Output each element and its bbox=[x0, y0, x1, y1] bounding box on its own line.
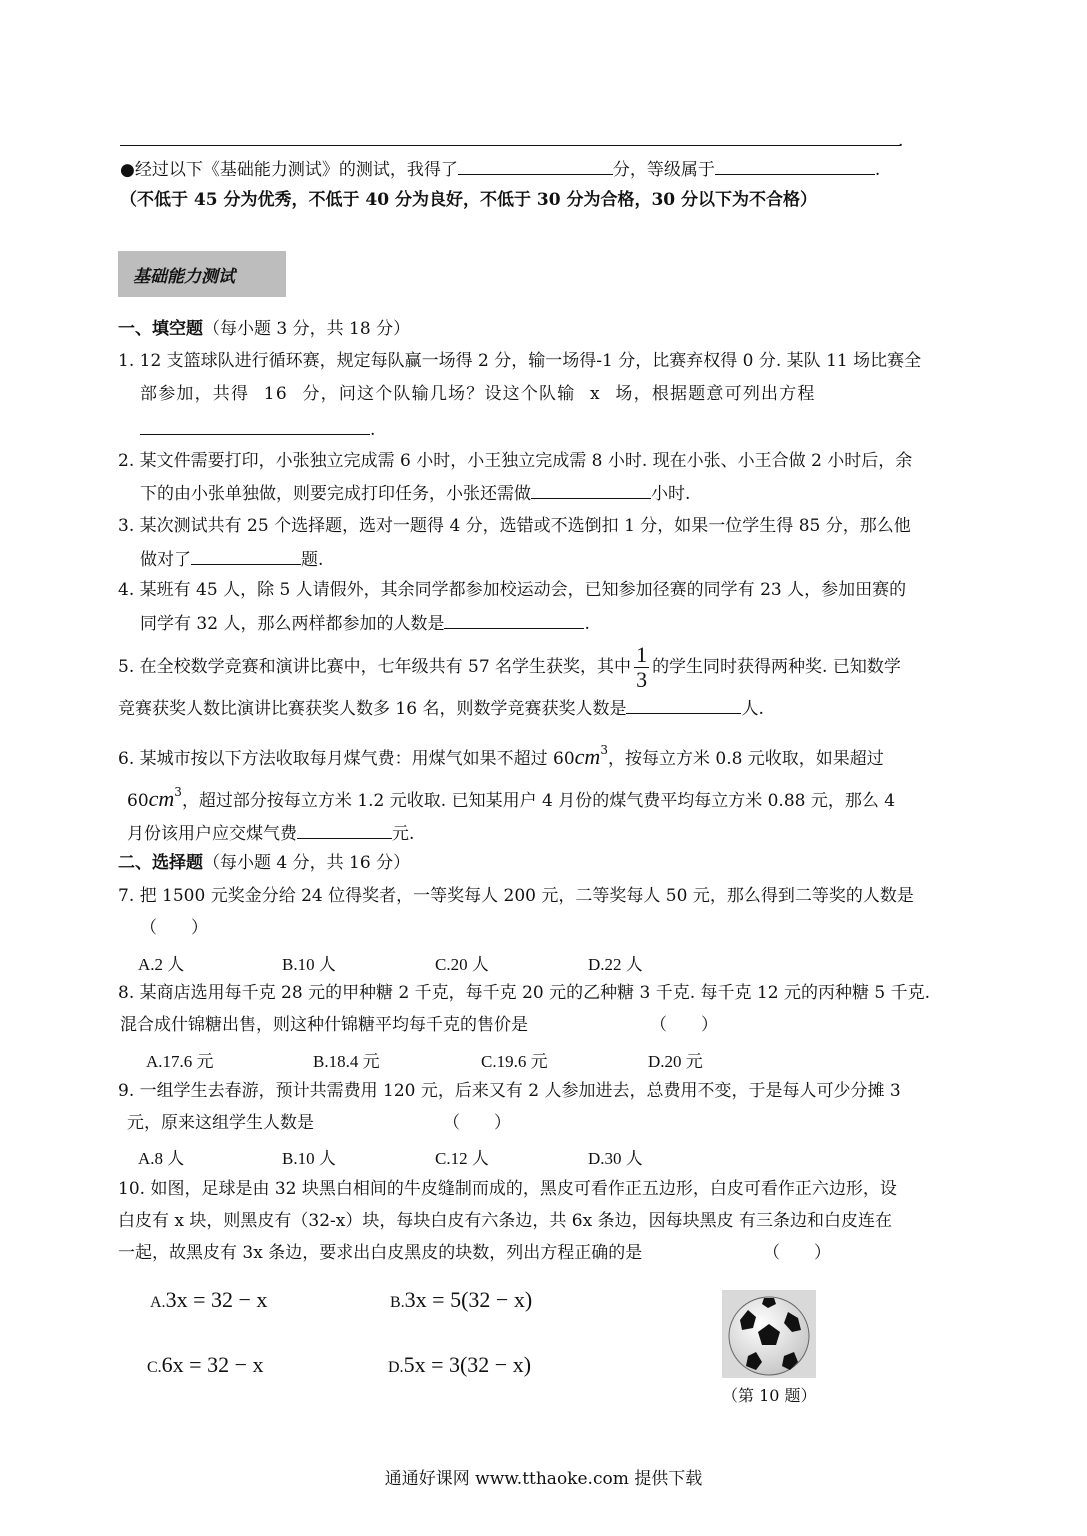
top-answer-line bbox=[120, 145, 900, 146]
q7-option-c[interactable]: C.20 人 bbox=[435, 955, 489, 974]
q6-line2-number: 60 bbox=[127, 791, 149, 811]
q7-option-a[interactable]: A.2 人 bbox=[138, 955, 185, 974]
fraction-one-third bbox=[634, 643, 649, 692]
q10-line3: 一起，故黑皮有 3x 条边，要求出白皮黑皮的块数，列出方程正确的是 bbox=[118, 1243, 643, 1263]
q7-line1: 7. 把 1500 元奖金分给 24 位得奖者，一等奖每人 200 元，二等奖每人 50 元，那么得到二等奖的人数是 bbox=[118, 886, 914, 906]
q6-blank[interactable] bbox=[297, 822, 392, 839]
q9-option-a[interactable]: A.8 人 bbox=[138, 1149, 185, 1168]
figure-caption: （第 10 题） bbox=[722, 1386, 817, 1405]
q8-option-a[interactable]: A.17.6 元 bbox=[146, 1052, 214, 1071]
q1-line2: 部参加，共得 16 分，问这个队输几场？设这个队输 x 场，根据题意可列出方程 bbox=[140, 384, 816, 404]
part1-heading bbox=[118, 318, 410, 340]
part1-title: 一、填空题 bbox=[118, 319, 203, 339]
q5-line2-text: 竞赛获奖人数比演讲比赛获奖人数多 16 名，则数学竞赛获奖人数是 bbox=[118, 699, 627, 719]
q10-option-a-equation: 3x = 32 − x bbox=[165, 1287, 268, 1312]
q3-line2-text: 做对了 bbox=[140, 550, 191, 570]
q6-line2 bbox=[127, 778, 895, 815]
q9-option-b[interactable]: B.10 人 bbox=[282, 1149, 336, 1168]
q3-line2-end: 题. bbox=[301, 550, 324, 570]
score-line-middle: 分，等级属于 bbox=[612, 160, 715, 180]
q7-option-b[interactable]: B.10 人 bbox=[282, 955, 336, 974]
q6-line1-text: 6. 某城市按以下方法收取每月煤气费：用煤气如果不超过 60 bbox=[118, 749, 575, 769]
q2-line1: 2. 某文件需要打印，小张独立完成需 6 小时，小王独立完成需 8 小时. 现在小张、小王合做 2 小时后，余 bbox=[118, 451, 913, 471]
q4-blank[interactable] bbox=[444, 612, 584, 629]
score-line bbox=[120, 158, 880, 181]
part2-note: （每小题 4 分，共 16 分） bbox=[203, 853, 411, 873]
q3-line1: 3. 某次测试共有 25 个选择题，选对一题得 4 分，选错或不选倒扣 1 分，如果一位学生得 85 分，那么他 bbox=[118, 516, 911, 536]
q10-line2: 白皮有 x 块，则黑皮有（32-x）块，每块白皮有六条边，共 6x 条边，因每块黑皮 有三条边和白皮连在 bbox=[118, 1211, 892, 1231]
q9-option-d[interactable]: D.30 人 bbox=[588, 1149, 643, 1168]
q4-line2-end: . bbox=[584, 614, 590, 634]
grade-blank[interactable] bbox=[715, 158, 875, 175]
unit-cm: cm bbox=[148, 786, 175, 811]
unit-exponent: 3 bbox=[600, 743, 608, 757]
score-line-prefix: ●经过以下《基础能力测试》的测试，我得了 bbox=[120, 160, 458, 180]
q7-answer-paren[interactable]: （ ） bbox=[140, 918, 208, 938]
unit-exponent: 3 bbox=[174, 785, 182, 799]
q10-answer-paren[interactable]: （ ） bbox=[763, 1243, 831, 1263]
q5-line1-text: 5. 在全校数学竞赛和演讲比赛中，七年级共有 57 名学生获奖，其中 bbox=[118, 657, 632, 677]
q10-option-b-equation: 3x = 5(32 − x) bbox=[404, 1287, 533, 1312]
q7-option-d[interactable]: D.22 人 bbox=[588, 955, 643, 974]
q9-option-c[interactable]: C.12 人 bbox=[435, 1149, 489, 1168]
fraction-numerator: 1 bbox=[636, 642, 648, 667]
q10-option-b-label: B. bbox=[390, 1294, 405, 1311]
q1-line1: 1. 12 支篮球队进行循环赛，规定每队赢一场得 2 分，输一场得-1 分，比赛弃权得 0 分. 某队 11 场比赛全 bbox=[118, 351, 922, 371]
q8-option-d[interactable]: D.20 元 bbox=[648, 1052, 703, 1071]
q3-line2 bbox=[140, 548, 323, 571]
score-blank[interactable] bbox=[458, 158, 613, 175]
soccer-ball-image bbox=[722, 1290, 816, 1378]
part1-note: （每小题 3 分，共 18 分） bbox=[203, 319, 411, 339]
grading-criteria: （不低于 45 分为优秀，不低于 40 分为良好，不低于 30 分为合格，30 分以下为不合格） bbox=[120, 190, 818, 210]
q8-line2: 混合成什锦糖出售，则这种什锦糖平均每千克的售价是 bbox=[120, 1015, 528, 1035]
q8-answer-paren[interactable]: （ ） bbox=[650, 1015, 718, 1035]
q6-line1-end: ，按每立方米 0.8 元收取，如果超过 bbox=[607, 749, 884, 769]
q4-line2-text: 同学有 32 人，那么两样都参加的人数是 bbox=[140, 614, 445, 634]
q5-line1-end: 的学生同时获得两种奖. 已知数学 bbox=[652, 657, 901, 677]
q4-line2 bbox=[140, 612, 590, 635]
q1-line3 bbox=[140, 418, 375, 441]
footer-source: 通通好课网 www.tthaoke.com 提供下载 bbox=[384, 1469, 703, 1489]
top-line-period: . bbox=[898, 131, 904, 151]
q2-line2 bbox=[140, 482, 690, 505]
q6-line2-text: ，超过部分按每立方米 1.2 元收取. 已知某用户 4 月份的煤气费平均每立方米 0.88 元，那么 4 bbox=[181, 791, 896, 811]
part2-heading bbox=[118, 852, 410, 874]
q9-line1: 9. 一组学生去春游，预计共需费用 120 元，后来又有 2 人参加进去，总费用不变，于是每人可少分摊 3 bbox=[118, 1081, 901, 1101]
section-banner-title: 基础能力测试 bbox=[133, 267, 235, 287]
part2-title: 二、选择题 bbox=[118, 853, 203, 873]
q10-option-b[interactable] bbox=[390, 1287, 532, 1313]
q6-line1 bbox=[118, 736, 884, 773]
q10-option-d-label: D. bbox=[388, 1359, 404, 1376]
q1-period: . bbox=[370, 420, 376, 440]
q6-line3 bbox=[127, 822, 414, 845]
soccer-ball-icon bbox=[722, 1290, 816, 1378]
q10-option-d[interactable] bbox=[388, 1352, 531, 1378]
q4-line1: 4. 某班有 45 人，除 5 人请假外，其余同学都参加校运动会，已知参加径赛的同学有 23 人，参加田赛的 bbox=[118, 580, 907, 600]
q5-line1 bbox=[118, 642, 901, 692]
q2-line2-end: 小时. bbox=[651, 484, 691, 504]
q10-line1: 10. 如图，足球是由 32 块黑白相间的牛皮缝制而成的，黑皮可看作正五边形，白皮可看作正六边形，设 bbox=[118, 1179, 897, 1199]
q6-line3-end: 元. bbox=[392, 824, 415, 844]
q8-option-c[interactable]: C.19.6 元 bbox=[481, 1052, 548, 1071]
q8-option-b[interactable]: B.18.4 元 bbox=[313, 1052, 380, 1071]
q10-option-c-equation: 6x = 32 − x bbox=[161, 1352, 264, 1377]
fraction-denominator: 3 bbox=[636, 667, 648, 692]
q10-option-a-label: A. bbox=[150, 1294, 166, 1311]
q8-line1: 8. 某商店选用每千克 28 元的甲种糖 2 千克，每千克 20 元的乙种糖 3 千克. 每千克 12 元的丙种糖 5 千克. bbox=[118, 983, 931, 1003]
q6-line3-text: 月份该用户应交煤气费 bbox=[127, 824, 297, 844]
q1-blank[interactable] bbox=[140, 418, 370, 435]
score-line-period: . bbox=[874, 160, 881, 180]
q5-blank[interactable] bbox=[626, 697, 741, 714]
q5-line2-end: 人. bbox=[741, 699, 764, 719]
q10-option-d-equation: 5x = 3(32 − x) bbox=[403, 1352, 532, 1377]
q3-blank[interactable] bbox=[191, 548, 301, 565]
q10-option-a[interactable] bbox=[150, 1287, 267, 1313]
q9-answer-paren[interactable]: （ ） bbox=[443, 1113, 511, 1133]
q10-option-c[interactable] bbox=[147, 1352, 264, 1378]
q2-blank[interactable] bbox=[531, 482, 651, 499]
q2-line2-text: 下的由小张单独做，则要完成打印任务，小张还需做 bbox=[140, 484, 531, 504]
q9-line2: 元，原来这组学生人数是 bbox=[127, 1113, 314, 1133]
q5-line2 bbox=[118, 697, 764, 720]
section-banner bbox=[118, 251, 286, 297]
unit-cm: cm bbox=[574, 744, 601, 769]
q10-option-c-label: C. bbox=[147, 1359, 162, 1376]
